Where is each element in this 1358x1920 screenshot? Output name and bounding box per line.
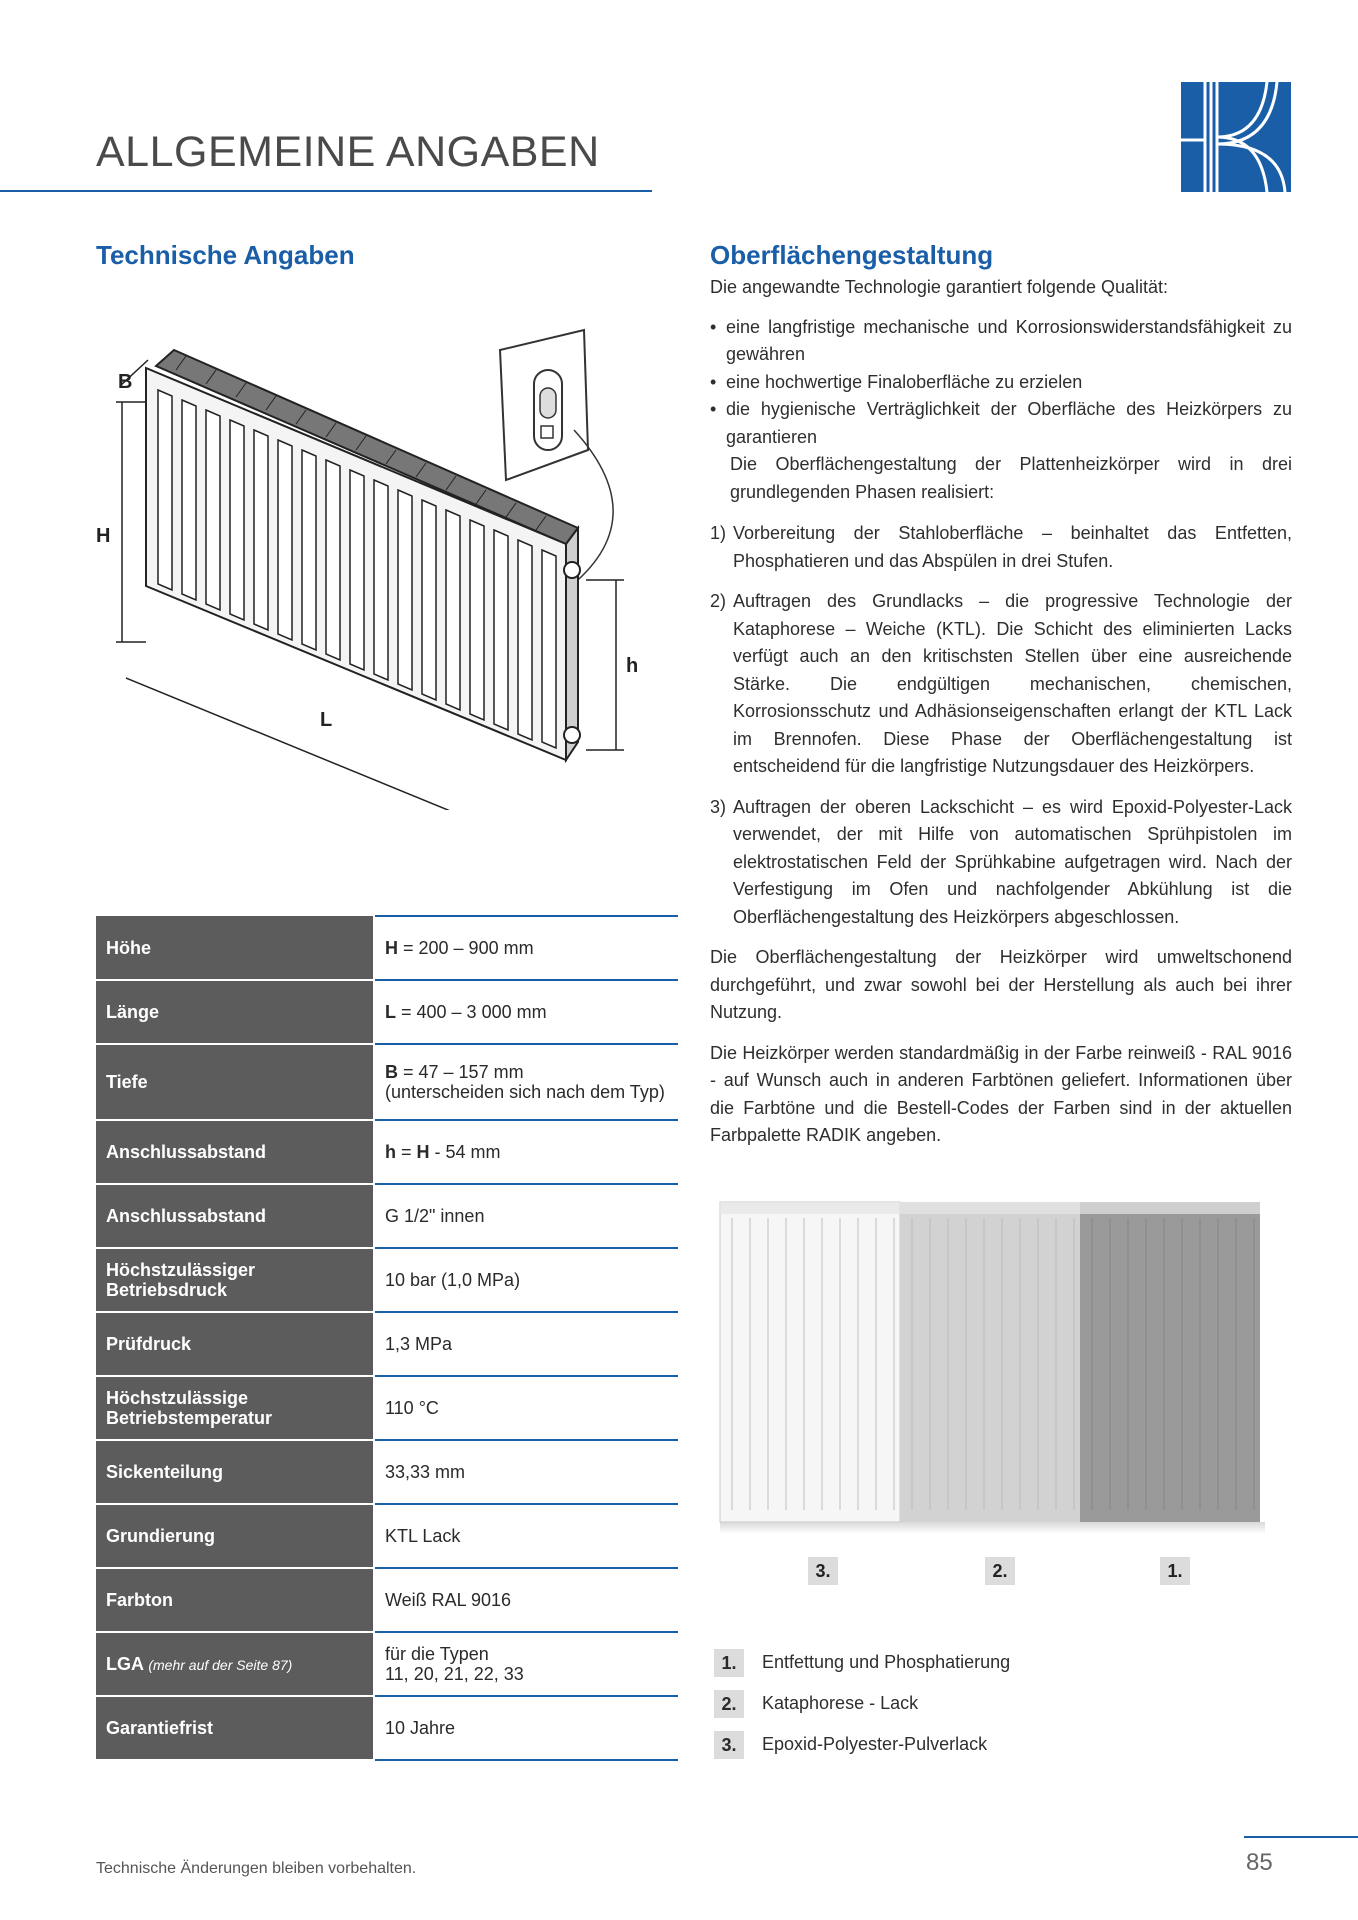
phase-steps-list: [710, 520, 1292, 931]
list-item: 2) Auftragen des Grundlacks – die progressive Technologie der Kataphorese – Weiche (KTL). Die Schicht des eliminierten Lacks verfügt auch an den kritischsten Stellen über eine ausreichende Stärke. Die endgültigen mechanischen, chemischen, Korrosionsschutz und Adhäsionseigenschaften erlangt der KTL Lack im Brennofen. Diese Phase der Oberflächengestaltung ist entscheidend für die langfristige Nutzungsdauer des Heizkörpers.: [710, 591, 1292, 776]
spec-value: 10 Jahre: [374, 1696, 678, 1760]
dimension-label-l: L: [320, 709, 333, 731]
legend-tag: 3.: [714, 1731, 744, 1759]
legend-tag: 2.: [714, 1690, 744, 1718]
spec-label: Anschlussabstand: [96, 1120, 374, 1184]
spec-value: 110 °C: [374, 1376, 678, 1440]
table-row: [96, 1632, 678, 1696]
table-row: [96, 1312, 678, 1376]
header-rule: [0, 190, 652, 192]
page-title: ALLGEMEINE ANGABEN: [96, 128, 600, 176]
legend-text: Kataphorese - Lack: [762, 1693, 919, 1713]
spec-label: Tiefe: [96, 1044, 374, 1120]
intro-paragraph: Die angewandte Technologie garantiert folgende Qualität:: [710, 277, 1168, 297]
spec-value: h = H - 54 mm: [374, 1120, 678, 1184]
table-row: [96, 1248, 678, 1312]
dimension-label-h-lower: h: [626, 655, 639, 677]
spec-value: 1,3 MPa: [374, 1312, 678, 1376]
table-row: [96, 1120, 678, 1184]
photo-tag-1: 1.: [1160, 1557, 1190, 1585]
spec-value: 33,33 mm: [374, 1440, 678, 1504]
table-row: [96, 1184, 678, 1248]
surface-text-column: [710, 274, 1292, 1150]
phases-intro: Die Oberflächengestaltung der Plattenheizkörper wird in drei grundlegenden Phasen realisiert:: [730, 454, 1292, 502]
dimension-label-b: B: [118, 371, 133, 393]
footer-note: Technische Änderungen bleiben vorbehalten.: [96, 1860, 417, 1877]
list-item: • eine langfristige mechanische und Korrosionswiderstandsfähigkeit zu gewähren: [710, 314, 1292, 369]
spec-value: 10 bar (1,0 MPa): [374, 1248, 678, 1312]
table-row: [96, 980, 678, 1044]
section-heading-technische-angaben: Technische Angaben: [96, 240, 355, 270]
photo-tag-3: 3.: [808, 1557, 838, 1585]
legend-tag: 1.: [714, 1649, 744, 1677]
spec-label: Farbton: [96, 1568, 374, 1632]
spec-label: Sickenteilung: [96, 1440, 374, 1504]
list-item: • die hygienische Verträglichkeit der Oberfläche des Heizkörpers zu garantieren: [710, 396, 1292, 451]
spec-value: L = 400 – 3 000 mm: [374, 980, 678, 1044]
spec-label: Grundierung: [96, 1504, 374, 1568]
list-item: 3) Auftragen der oberen Lackschicht – es wird Epoxid-Polyester-Lack verwendet, der mit Hilfe von automatischen Sprühpistolen im elektrostatischen Feld der Sprühkabine aufgetragen wird. Nach der Verfestigung im Ofen und nachfolgender Abkühlung ist die Oberflächengestaltung des Heizkörpers abgeschlossen.: [710, 796, 1292, 927]
spec-label: Höchstzulässiger Betriebsdruck: [96, 1248, 374, 1312]
table-row: [96, 1376, 678, 1440]
dimension-label-h-upper: H: [96, 525, 111, 547]
spec-label: Höhe: [96, 916, 374, 980]
list-item: [714, 1724, 1010, 1765]
page-number: 85: [1246, 1849, 1273, 1876]
legend-text: Entfettung und Phosphatierung: [762, 1652, 1011, 1672]
table-row: [96, 1696, 678, 1760]
table-row: [96, 1440, 678, 1504]
table-row: [96, 1504, 678, 1568]
radiator-dimension-diagram: [96, 290, 676, 810]
spec-label: LGA (mehr auf der Seite 87): [96, 1632, 374, 1696]
footer-rule: [1244, 1836, 1358, 1838]
section-heading-oberflaechengestaltung: Oberflächengestaltung: [710, 240, 994, 270]
radik-logo-icon: [1181, 82, 1291, 192]
environment-paragraph: Die Oberflächengestaltung der Heizkörper wird umweltschonend durchgeführt, und zwar sowohl bei der Herstellung als auch bei ihrer Nutzung.: [710, 947, 1292, 1022]
lga-note: (mehr auf der Seite 87): [148, 1656, 293, 1673]
spec-label: Länge: [96, 980, 374, 1044]
color-paragraph: Die Heizkörper werden standardmäßig in der Farbe reinweiß - RAL 9016 - auf Wunsch auch in anderen Farbtönen geliefert. Informationen über die Farbtöne und die Bestell-Codes der Farben sind in der aktuellen Farbpalette RADIK angeben.: [710, 1042, 1292, 1145]
list-item: [714, 1642, 1010, 1683]
photo-tag-2: 2.: [985, 1557, 1015, 1585]
spec-table: [96, 915, 678, 1761]
spec-value: G 1/2" innen: [374, 1184, 678, 1248]
list-item: 1) Vorbereitung der Stahloberfläche – beinhaltet das Entfetten, Phosphatieren und das Abspülen in drei Stufen.: [710, 523, 1292, 571]
list-item: • eine hochwertige Finaloberfläche zu erzielen: [710, 369, 1292, 397]
radiator-layers-photo: [710, 1192, 1275, 1542]
spec-value: KTL Lack: [374, 1504, 678, 1568]
bullet-icon: •: [710, 399, 717, 419]
bullet-icon: •: [710, 371, 717, 392]
layer-legend: [714, 1642, 1010, 1765]
spec-value: H = 200 – 900 mm: [374, 916, 678, 980]
quality-bullet-list: [710, 314, 1292, 452]
bullet-icon: •: [710, 316, 717, 337]
spec-label: Prüfdruck: [96, 1312, 374, 1376]
spec-label: Anschlussabstand: [96, 1184, 374, 1248]
legend-text: Epoxid-Polyester-Pulverlack: [762, 1734, 988, 1754]
spec-label: Höchstzulässige Betriebstemperatur: [96, 1376, 374, 1440]
spec-label: Garantiefrist: [96, 1696, 374, 1760]
list-item: [714, 1683, 1010, 1724]
spec-value: für die Typen 11, 20, 21, 22, 33: [374, 1632, 678, 1696]
spec-value: Weiß RAL 9016: [374, 1568, 678, 1632]
table-row: [96, 916, 678, 980]
spec-value: B = 47 – 157 mm (unterscheiden sich nach dem Typ): [374, 1044, 678, 1120]
table-row: [96, 1044, 678, 1120]
table-row: [96, 1568, 678, 1632]
